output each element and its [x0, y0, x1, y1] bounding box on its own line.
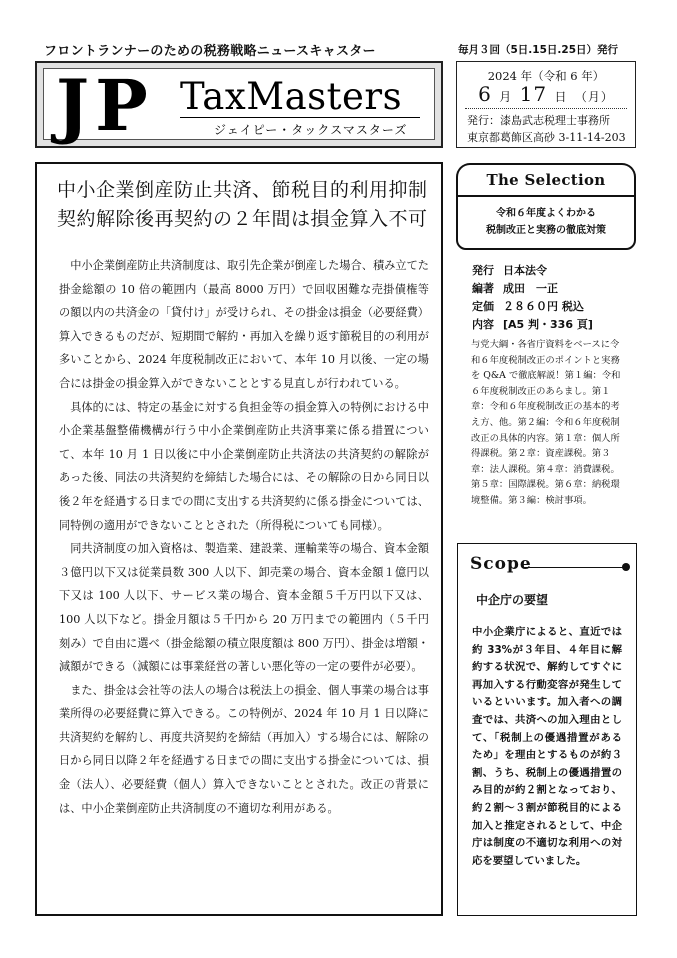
book-title-line-1: 令和６年度よくわかる	[496, 208, 596, 219]
book-publisher-row	[472, 262, 593, 280]
book-publisher-label: 発行	[472, 264, 494, 277]
book-description: 与党大綱・各省庁資料をベースに令和６年度税制改正のポイントと実務を Q&A で徹底解説！第１編：令和６年度税制改正のあらまし。第１章：令和６年度税制改正の基本的考え方、他。第２編：令和６年度税制改正の具体的内容。第１章：個人所得課税。第２章：資産課税。第３章：法人課税。第４章：消費課税。第５章：国際課税。第６章：納税環境整備。第３編：検討事項。	[471, 339, 621, 506]
scope-subtitle: 中企庁の要望	[476, 593, 549, 607]
book-info	[472, 262, 593, 334]
book-content-row	[472, 316, 593, 334]
book-content: [A5 判・336 頁]	[503, 318, 593, 331]
issue-day: 17	[519, 82, 548, 106]
issue-month-unit: 月	[499, 90, 513, 104]
book-editor: 成田 一正	[503, 282, 558, 295]
book-content-label: 内容	[472, 318, 494, 331]
masthead-inner	[43, 64, 435, 147]
selection-book-title-box	[456, 195, 636, 250]
tagline: フロントランナーのための税務戦略ニュースキャスター	[44, 44, 376, 59]
book-price: ２８６０円 税込	[503, 300, 584, 313]
book-editor-label: 編著	[472, 282, 494, 295]
headline-line-1: 中小企業倒産防止共済、節税目的利用抑制	[57, 179, 428, 201]
issue-month: 6	[478, 82, 492, 106]
selection-header	[456, 163, 636, 195]
publisher: 発行：漆島武志税理士事務所	[467, 114, 610, 127]
logo-divider	[180, 117, 420, 118]
book-publisher: 日本法令	[503, 264, 547, 277]
book-price-label: 定価	[472, 300, 494, 313]
article-paragraph-1: 中小企業倒産防止共済制度は、取引先企業が倒産した場合、積み立てた掛金総額の 10 倍の範囲内（最高 8000 万円）で回収困難な売掛債権等の額以内の共済金の「貸付け」が受けられ、その掛金は損金（必要経費）算入できるものだが、短期間で解約・再加入を繰り返す節税目的の利用が多いことから、2024 年度税制改正において、本年 10 月以後、一定の場合には掛金の損金算入ができないこととする見直しが行われている。	[59, 259, 429, 390]
scope-title: Scope	[470, 554, 532, 574]
article-paragraph-4: また、掛金は会社等の法人の場合は税法上の損金、個人事業の場合は事業所得の必要経費に算入できる。この特例が、2024 年 10 月 1 日以降に共済契約を解約し、再度共済契約を締結（再加入）する場合には、解除の日から同日以降２年を経過する日までの間に支出する掛金については、損金（法人）、必要経費（個人）算入できないこととされた。改正の背景には、中小企業倒産防止共済制度の不適切な利用がある。	[59, 683, 429, 815]
logo-jp: JP	[56, 64, 154, 147]
logo-taxmasters: TaxMasters	[180, 75, 403, 118]
article-paragraph-3: 同共済制度の加入資格は、製造業、建設業、運輸業等の場合、資本金額３億円以下又は従業員数 300 人以下、卸売業の場合、資本金額１億円以下又は 100 人以下、サービス業の場合、資本金額５千万円以下又は、100 人以下など。掛金月額は５千円から 20 万円までの範囲内（５千円刻み）で自由に選べ（掛金総額の積立限度額は 800 万円）、掛金は増額・減額ができる（減額には事業経営の著しい悪化等の一定の要件が必要）。	[59, 542, 429, 674]
scope-text: 中小企業庁によると、直近では約 33%が３年目、４年目に解約する状況で、解約してすぐに再加入する行動変容が発生しているといいます。加入者への調査では、共済への加入理由として、「税制上の優遇措置があるため」を理由とするものが約３割、うち、税制上の優遇措置のみ目的が約２割となっており、約２割～３割が節税目的による加入と推定されるとして、中企庁は制度の不適切な利用への対応を要望していました。	[472, 626, 622, 867]
book-price-row	[472, 298, 593, 316]
scope-title-rule	[524, 567, 624, 568]
scope-bullet-icon	[622, 563, 630, 571]
issue-date	[457, 82, 635, 106]
main-article	[35, 162, 443, 916]
issue-day-unit: 日	[554, 90, 568, 104]
scope-box	[457, 543, 637, 916]
date-divider	[465, 108, 627, 109]
book-editor-row	[472, 280, 593, 298]
logo-kana: ジェイピー・タックスマスターズ	[214, 123, 408, 137]
book-title-line-2: 税制改正と実務の徹底対策	[486, 225, 606, 236]
publisher-address: 東京都葛飾区高砂 3-11-14-203	[467, 131, 626, 144]
headline-line-2: 契約解除後再契約の２年間は損金算入不可	[57, 208, 428, 230]
issue-year: 2024 年（令和 6 年）	[487, 69, 605, 83]
masthead	[35, 61, 443, 148]
article-headline	[57, 176, 437, 234]
issue-weekday: （月）	[574, 90, 614, 104]
issue-date-box	[456, 61, 636, 148]
article-paragraph-2: 具体的には、特定の基金に対する負担金等の損金算入の特例における中小企業基盤整備機構が行う中小企業倒産防止共済事業に係る措置について、本年 10 月 1 日以後に中小企業倒産防止共済法の共済契約の解除があった後、同法の共済契約を締結した場合には、その解除の日から同日以後２年を経過する日までの間に支出する共済契約に係る掛金については、同特例の適用ができないこととされた（所得税についても同様）。	[59, 400, 429, 532]
selection-title: The Selection	[486, 171, 606, 189]
publication-frequency: 毎月３回（5日.15日.25日）発行	[458, 44, 619, 56]
article-body	[59, 254, 429, 820]
